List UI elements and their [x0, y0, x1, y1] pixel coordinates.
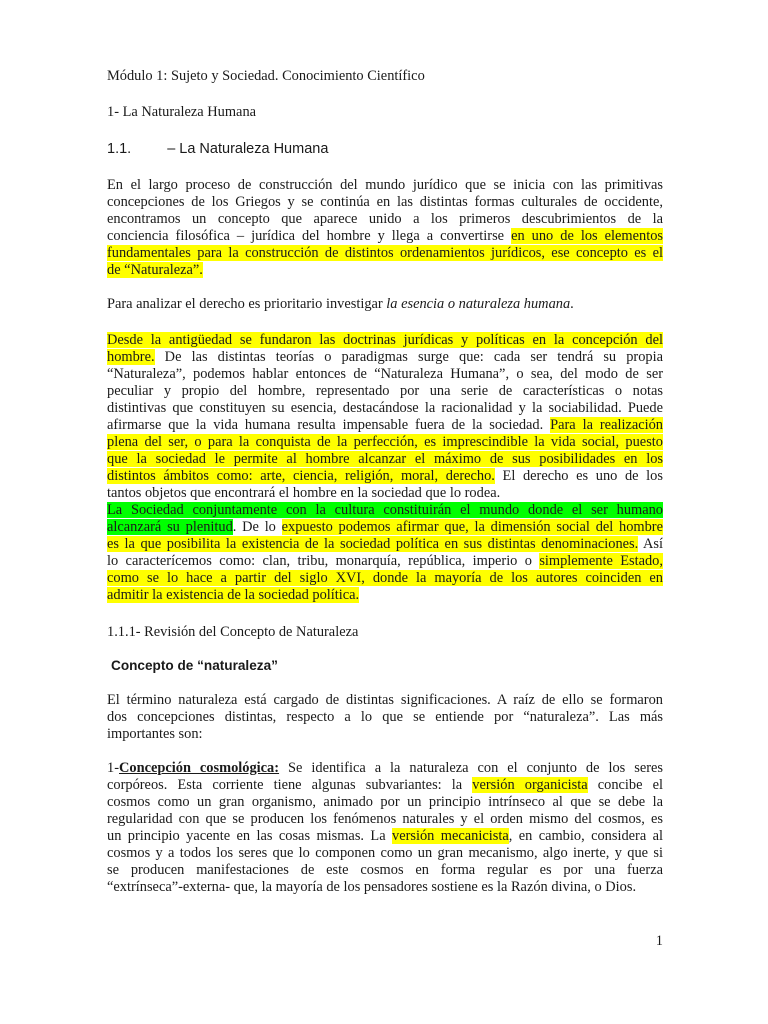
highlight-yellow: expuesto podemos afirmar que, la dimensión social del hombre — [281, 519, 663, 535]
paragraph-3-line — [107, 468, 663, 485]
highlight-yellow: en uno de los elementos — [511, 228, 663, 244]
highlight-yellow: de “Naturaleza”. — [107, 262, 203, 278]
text: corpóreos. Esta corriente tiene algunas subvariantes: la — [107, 777, 473, 793]
subsection-title: – La Naturaleza Humana — [167, 141, 329, 157]
text: . De lo — [232, 519, 282, 535]
paragraph-2 — [107, 296, 663, 313]
paragraph-3-line — [107, 332, 663, 349]
paragraph-1-line: encontramos un concepto que aparece unido a los primeros descubrimientos de la — [107, 211, 663, 227]
highlight-yellow: admitir la existencia de la sociedad política. — [107, 587, 360, 603]
paragraph-3-line: tantos objetos que encontrará el hombre en la sociedad que lo rodea. — [107, 485, 501, 501]
paragraph-5-line: “extrínseca”-externa- que, la mayoría de los pensadores sostiene es la Razón divina, o Dios. — [107, 879, 637, 895]
paragraph-3-line — [107, 502, 663, 519]
paragraph-1-line: concepciones de los Griegos y se continúa en las distintas formas culturales de occidente, — [107, 194, 663, 210]
paragraph-3-line — [107, 451, 663, 468]
paragraph-5-line — [107, 828, 663, 845]
paragraph-1-line — [107, 262, 663, 279]
highlight-green: La Sociedad conjuntamente con la cultura constituirán el mundo donde el ser humano — [107, 502, 663, 518]
text: Para analizar el derecho es prioritario investigar — [107, 296, 387, 312]
paragraph-5-line — [107, 760, 663, 777]
highlight-yellow: simplemente Estado, — [539, 553, 663, 569]
subsection-heading — [107, 141, 663, 158]
highlight-yellow: como se lo hace a partir del siglo XVI, donde la mayoría de los autores coinciden en — [107, 570, 663, 586]
paragraph-3-line — [107, 434, 663, 451]
highlight-yellow: es la que posibilita la existencia de la sociedad política en sus distintas denominaciones. — [107, 536, 639, 552]
highlight-yellow: Desde la antigüedad se fundaron las doctrinas jurídicas y políticas en la concepción del — [107, 332, 663, 348]
paragraph-3-line — [107, 553, 663, 570]
paragraph-3-line — [107, 417, 663, 434]
paragraph-1-line — [107, 228, 663, 245]
paragraph-5-line: cosmos como un gran organismo, animado por un principio intrínseco al que se debe la — [107, 794, 663, 810]
highlight-yellow: distintos ámbitos como: arte, ciencia, religión, moral, derecho. — [107, 468, 495, 484]
highlight-yellow: que la sociedad le permite al hombre alcanzar el máximo de sus posibilidades en los — [107, 451, 663, 467]
section-2-title: 1.1.1- Revisión del Concepto de Naturaleza — [107, 624, 359, 640]
paragraph-5-line — [107, 777, 663, 794]
paragraph-3-line — [107, 587, 663, 604]
highlight-yellow: versión organicista — [472, 777, 588, 793]
text: Así — [638, 536, 664, 552]
text: afirmarse que la vida humana resulta impensable fuera de la sociedad. — [107, 417, 551, 433]
paragraph-3-line: peculiar y propio del hombre, representado por una serie de características o notas — [107, 383, 663, 399]
text: 1- — [107, 760, 119, 776]
bold-underlined-term: Concepción cosmológica: — [119, 760, 280, 776]
section-title: 1- La Naturaleza Humana — [107, 104, 257, 120]
text: Se identifica a la naturaleza con el conjunto de los seres — [279, 760, 664, 776]
highlight-yellow: plena del ser, o para la conquista de la perfección, es imprescindible la vida social, puesto — [107, 434, 663, 450]
paragraph-4-line: dos concepciones distintas, respecto a lo que se entiende por “naturaleza”. Las más — [107, 709, 663, 725]
paragraph-4-line: importantes son: — [107, 726, 203, 742]
text: conciencia filosófica – jurídica del hombre y llega a convertirse — [107, 228, 512, 244]
text: un principio yacente en las cosas mismas. La — [107, 828, 393, 844]
module-title: Módulo 1: Sujeto y Sociedad. Conocimiento Científico — [107, 68, 425, 84]
concept-title: Concepto de “naturaleza” — [111, 658, 278, 673]
paragraph-3-line — [107, 349, 663, 366]
highlight-yellow: fundamentales para la construcción de distintos ordenamientos jurídicos, ese concepto es el — [107, 245, 663, 261]
text: De las distintas teorías o paradigmas surge que: cada ser tendrá su propia — [154, 349, 663, 365]
text: . — [570, 296, 574, 312]
paragraph-3-line — [107, 519, 663, 536]
highlight-yellow: Para la realización — [550, 417, 664, 433]
highlight-yellow: hombre. — [107, 349, 155, 365]
paragraph-3-line: “Naturaleza”, podemos hablar entonces de “Naturaleza Humana”, o sea, del modo de ser — [107, 366, 663, 382]
text: lo caracterícemos como: clan, tribu, monarquía, república, imperio o — [107, 553, 540, 569]
text: concibe el — [587, 777, 663, 793]
paragraph-4-line: El término naturaleza está cargado de distintas significaciones. A raíz de ello se formaron — [107, 692, 663, 708]
text: , en cambio, considera al — [508, 828, 663, 844]
italic-text: la esencia o naturaleza humana — [386, 296, 571, 312]
paragraph-5-line: cosmos y a todos los seres que lo componen como un gran mecanismo, algo inerte, y que si — [107, 845, 663, 861]
page-number: 1 — [655, 933, 663, 949]
paragraph-3-line — [107, 570, 663, 587]
paragraph-5-line: regularidad con que se producen los fenómenos naturales y el orden mismo del cosmos, es — [107, 811, 663, 827]
text: El derecho es uno de los — [494, 468, 663, 484]
paragraph-3-line — [107, 536, 663, 553]
paragraph-3-line: distintivas que constituyen su esencia, destacándose la racionalidad y la sociabilidad. Puede — [107, 400, 663, 416]
highlight-yellow: versión mecanicista — [392, 828, 509, 844]
highlight-green: alcanzará su plenitud — [107, 519, 233, 535]
subsection-number: 1.1. — [107, 141, 132, 157]
paragraph-1-line: En el largo proceso de construcción del mundo jurídico que se inicia con las primitivas — [107, 177, 663, 193]
paragraph-5-line: se producen manifestaciones de este cosmos en forma regular es por una fuerza — [107, 862, 663, 878]
paragraph-1-line — [107, 245, 663, 262]
